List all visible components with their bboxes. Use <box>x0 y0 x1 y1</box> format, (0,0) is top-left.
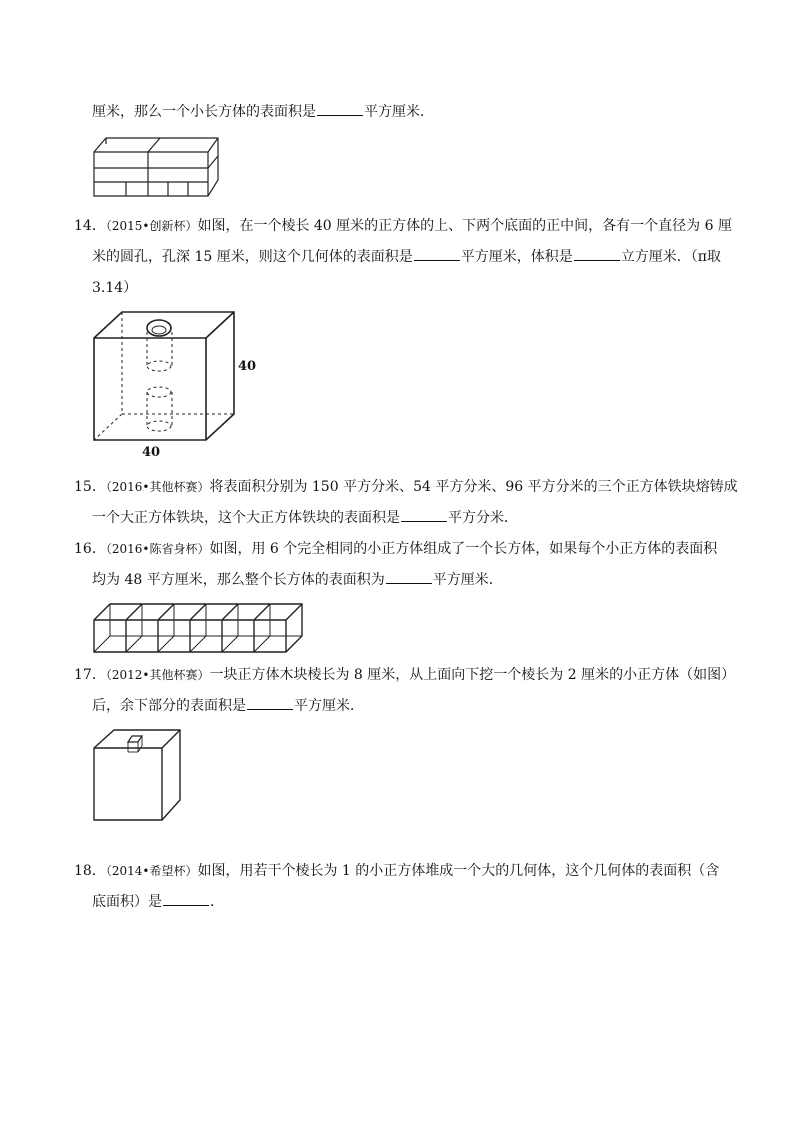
q14-text-2a: 米的圆孔，孔深 15 厘米，则这个几何体的表面积是 <box>92 249 413 265</box>
q14-text-2c: 立方厘米．（π取 <box>620 249 721 265</box>
q17-number: 17． <box>74 667 106 683</box>
q17-line1 <box>74 666 735 684</box>
q13-text-b: 平方厘米． <box>364 104 434 120</box>
q18-text-2a: 底面积）是 <box>92 894 162 910</box>
q15-source: （2016•其他杯赛） <box>105 480 210 494</box>
q14-side-label: 40 <box>238 359 257 374</box>
q16-line2 <box>92 571 503 589</box>
q17-text-1: 一块正方体木块棱长为 8 厘米，从上面向下挖一个棱长为 2 厘米的小正方体（如图） <box>209 667 736 683</box>
q16-cubes-figure <box>92 602 304 654</box>
q14-line3 <box>92 279 137 297</box>
q13-answer-blank[interactable] <box>317 103 363 116</box>
q16-line1 <box>74 540 717 558</box>
q13-line <box>92 103 434 121</box>
q14-text-2b: 平方厘米，体积是 <box>460 249 573 265</box>
q15-text-2b: 平方分米． <box>448 510 518 526</box>
q18-number: 18． <box>74 863 106 879</box>
q18-line1 <box>74 862 719 880</box>
q15-text-1: 将表面积分别为 150 平方分米、54 平方分米、96 平方分米的三个正方体铁块熔铸成 <box>209 479 738 495</box>
q14-volume-blank[interactable] <box>574 248 620 261</box>
q15-number: 15． <box>74 479 106 495</box>
q15-line1 <box>74 478 738 496</box>
q17-text-2b: 平方厘米． <box>294 698 364 714</box>
q17-cube-figure <box>92 728 184 822</box>
q18-text-1: 如图，用若干个棱长为 1 的小正方体堆成一个大的几何体，这个几何体的表面积（含 <box>197 863 720 879</box>
q14-text-3: 3.14） <box>92 280 138 296</box>
q16-text-1: 如图，用 6 个完全相同的小正方体组成了一个长方体，如果每个小正方体的表面积 <box>209 541 718 557</box>
q14-number: 14． <box>74 218 106 234</box>
q16-answer-blank[interactable] <box>386 571 432 584</box>
q16-text-2b: 平方厘米． <box>432 572 503 588</box>
q18-text-2b: ． <box>210 894 224 910</box>
q13-figure <box>92 134 222 200</box>
q14-line1 <box>74 217 732 235</box>
q17-source: （2012•其他杯赛） <box>105 668 210 682</box>
q18-source: （2014•希望杯） <box>105 864 198 878</box>
q18-answer-blank[interactable] <box>163 893 209 906</box>
q13-text-a: 厘米，那么一个小长方体的表面积是 <box>92 104 316 120</box>
q14-source: （2015•创新杯） <box>105 219 198 233</box>
q16-source: （2016•陈省身杯） <box>105 542 210 556</box>
q14-bottom-label: 40 <box>142 445 161 460</box>
q15-line2 <box>92 509 518 527</box>
q15-text-2a: 一个大正方体铁块，这个大正方体铁块的表面积是 <box>92 510 400 526</box>
q14-line2 <box>92 248 721 266</box>
q17-answer-blank[interactable] <box>247 697 293 710</box>
q17-line2 <box>92 697 364 715</box>
q14-text-1: 如图，在一个棱长 40 厘米的正方体的上、下两个底面的正中间，各有一个直径为 6 厘 <box>197 218 732 234</box>
q14-area-blank[interactable] <box>414 248 460 261</box>
q16-text-2a: 均为 48 平方厘米，那么整个长方体的表面积为 <box>92 572 385 588</box>
q18-line2 <box>92 893 224 911</box>
q17-text-2a: 后，余下部分的表面积是 <box>92 698 246 714</box>
q14-cube-figure <box>92 310 272 460</box>
q16-number: 16． <box>74 541 106 557</box>
q15-answer-blank[interactable] <box>401 509 447 522</box>
